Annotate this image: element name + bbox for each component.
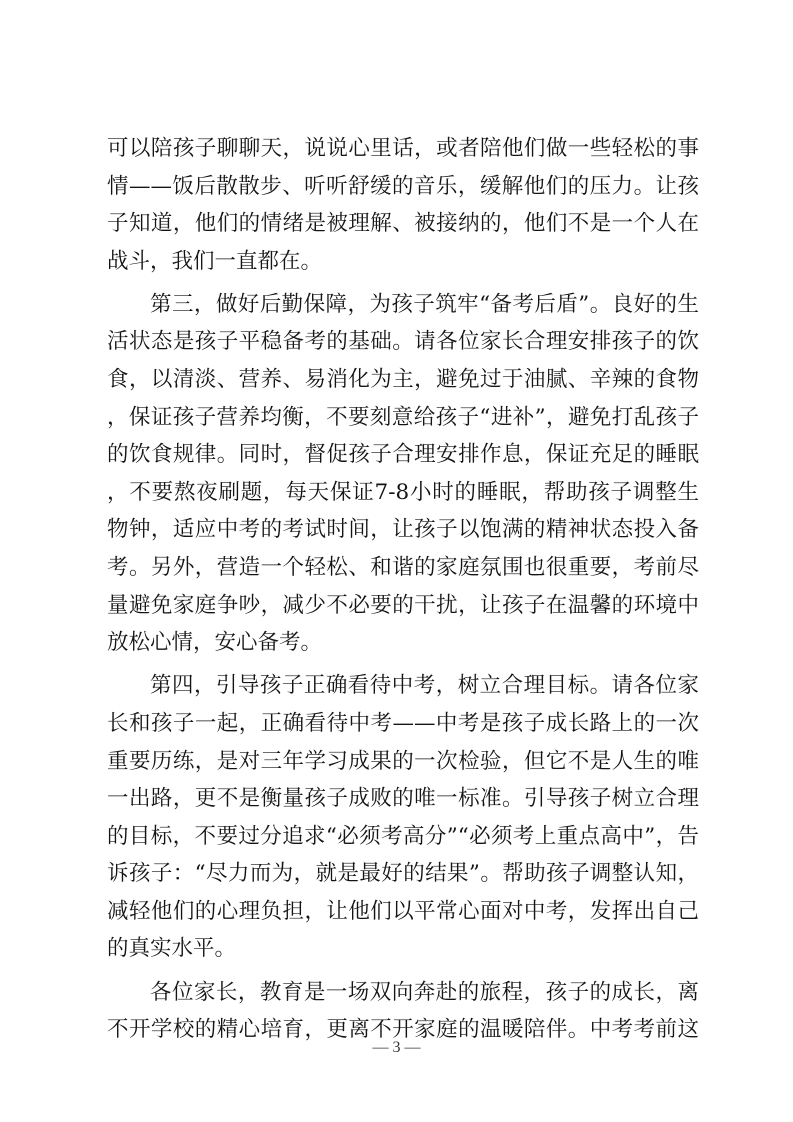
paragraph-3-line-5: 的目标，不要过分追求“必须考高分”“必须考上重点高中”，告 [107, 823, 699, 849]
paragraph-1-line-4: 战斗，我们一直都在。 [107, 248, 323, 274]
body-text [107, 130, 699, 1049]
paragraph-2-line-10: 放松心情，安心备考。 [107, 630, 323, 656]
paragraph-2-line-1: 第三，做好后勤保障，为孩子筑牢“备考后盾”。良好的生 [150, 291, 699, 317]
paragraph-1-line-3: 子知道，他们的情绪是被理解、被接纳的，他们不是一个人在 [107, 211, 699, 237]
paragraph-2-line-9: 量避免家庭争吵，减少不必要的干扰，让孩子在温馨的环境中 [107, 592, 699, 618]
paragraph-3-line-4: 一出路，更不是衡量孩子成败的唯一标准。引导孩子树立合理 [107, 786, 699, 812]
paragraph-3-line-7: 减轻他们的心理负担，让他们以平常心面对中考，发挥出自己 [107, 898, 699, 924]
paragraph-2-line-4: ，保证孩子营养均衡，不要刻意给孩子“进补”，避免打乱孩子 [107, 404, 699, 430]
paragraph-2-line-6: ，不要熬夜刷题，每天保证7-8小时的睡眠，帮助孩子调整生 [107, 479, 699, 505]
paragraph-3-line-1: 第四，引导孩子正确看待中考，树立合理目标。请各位家 [150, 673, 699, 699]
paragraph-2-line-3: 食，以清淡、营养、易消化为主，避免过于油腻、辛辣的食物 [107, 367, 699, 393]
paragraph-3-line-8: 的真实水平。 [107, 936, 237, 962]
paragraph-4-line-1: 各位家长，教育是一场双向奔赴的旅程，孩子的成长，离 [150, 979, 699, 1005]
page-number: — 3 — [372, 1039, 421, 1056]
paragraph-3-line-3: 重要历练，是对三年学习成果的一次检验，但它不是人生的唯 [107, 748, 699, 774]
paragraph-2-line-8: 考。另外，营造一个轻松、和谐的家庭氛围也很重要，考前尽 [107, 555, 699, 581]
paragraph-2-line-5: 的饮食规律。同时，督促孩子合理安排作息，保证充足的睡眠 [107, 442, 699, 468]
paragraph-3-line-6: 诉孩子：“尽力而为，就是最好的结果”。帮助孩子调整认知， [107, 861, 699, 887]
paragraph-2-line-7: 物钟，适应中考的考试时间，让孩子以饱满的精神状态投入备 [107, 517, 699, 543]
paragraph-2-line-2: 活状态是孩子平稳备考的基础。请各位家长合理安排孩子的饮 [107, 329, 699, 355]
paragraph-1-line-2: 情——饭后散散步、听听舒缓的音乐，缓解他们的压力。让孩 [107, 173, 699, 199]
paragraph-4-line-2: 不开学校的精心培育，更离不开家庭的温暖陪伴。中考考前这 [107, 1017, 699, 1043]
paragraph-3-line-2: 长和孩子一起，正确看待中考——中考是孩子成长路上的一次 [107, 710, 699, 736]
paragraph-1-line-1: 可以陪孩子聊聊天，说说心里话，或者陪他们做一些轻松的事 [107, 136, 699, 161]
